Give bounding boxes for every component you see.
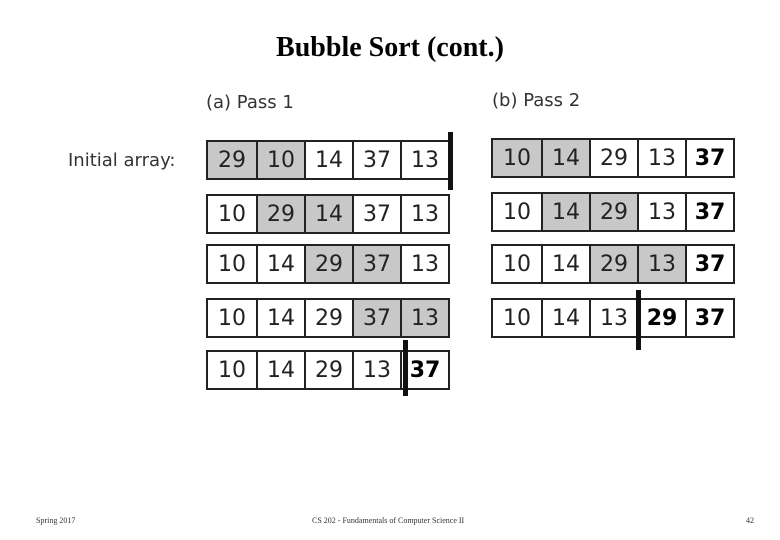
pass1-array-row xyxy=(206,244,450,284)
array-cell: 10 xyxy=(503,251,531,277)
array-cell: 14 xyxy=(256,352,304,388)
array-cell: 13 xyxy=(400,300,448,336)
array-cell: 29 xyxy=(256,196,304,232)
array-cell: 37 xyxy=(685,194,733,230)
array-cell: 13 xyxy=(637,246,685,282)
array-cell: 10 xyxy=(493,140,541,176)
array-cell: 29 xyxy=(589,140,637,176)
array-cell: 13 xyxy=(637,140,685,176)
array-cell: 10 xyxy=(503,305,531,331)
footer-course: CS 202 - Fundamentals of Computer Science II xyxy=(312,516,465,525)
array-cell: 14 xyxy=(256,300,304,336)
footer-term: Spring 2017 xyxy=(36,516,76,525)
pass1-sorted-marker xyxy=(403,340,408,396)
array-cell: 37 xyxy=(352,300,400,336)
array-cell: 14 xyxy=(304,196,352,232)
array-cell: 29 xyxy=(304,246,352,282)
array-cell: 10 xyxy=(218,305,246,331)
pass1-array-row xyxy=(206,298,450,338)
array-cell: 13 xyxy=(637,194,685,230)
pass1-array-row xyxy=(206,350,450,390)
array-cell: 29 xyxy=(589,194,637,230)
initial-array-label: Initial array: xyxy=(68,150,176,171)
array-cell: 10 xyxy=(256,142,304,178)
array-cell: 13 xyxy=(400,246,448,282)
pass1-array-row xyxy=(206,140,450,180)
pass1-label: (a) Pass 1 xyxy=(206,92,294,113)
array-cell: 14 xyxy=(541,140,589,176)
array-cell: 29 xyxy=(208,142,256,178)
array-cell: 29 xyxy=(304,300,352,336)
array-cell: 14 xyxy=(541,246,589,282)
array-cell: 10 xyxy=(218,201,246,227)
slide-title: Bubble Sort (cont.) xyxy=(276,32,504,63)
array-cell: 29 xyxy=(637,300,685,336)
array-cell: 10 xyxy=(218,357,246,383)
footer-page-number: 42 xyxy=(746,516,754,525)
array-cell: 29 xyxy=(304,352,352,388)
pass2-array-row xyxy=(491,138,735,178)
array-cell: 13 xyxy=(352,352,400,388)
array-cell: 14 xyxy=(304,142,352,178)
array-cell: 37 xyxy=(400,352,448,388)
pass2-label: (b) Pass 2 xyxy=(492,90,581,111)
array-cell: 37 xyxy=(685,300,733,336)
array-cell: 13 xyxy=(400,142,448,178)
array-cell: 37 xyxy=(685,140,733,176)
array-cell: 13 xyxy=(400,196,448,232)
array-cell: 37 xyxy=(352,196,400,232)
pass1-initial-marker xyxy=(448,132,453,190)
array-cell: 29 xyxy=(589,246,637,282)
pass2-array-row xyxy=(491,244,735,284)
array-cell: 37 xyxy=(352,142,400,178)
array-cell: 14 xyxy=(541,194,589,230)
array-cell: 14 xyxy=(541,300,589,336)
array-cell: 13 xyxy=(589,300,637,336)
array-cell: 14 xyxy=(256,246,304,282)
array-cell: 10 xyxy=(218,251,246,277)
pass1-array-row xyxy=(206,194,450,234)
pass2-array-row xyxy=(491,298,735,338)
array-cell: 10 xyxy=(503,199,531,225)
array-cell: 37 xyxy=(352,246,400,282)
array-cell: 37 xyxy=(685,246,733,282)
pass2-sorted-marker xyxy=(636,290,641,350)
pass2-array-row xyxy=(491,192,735,232)
